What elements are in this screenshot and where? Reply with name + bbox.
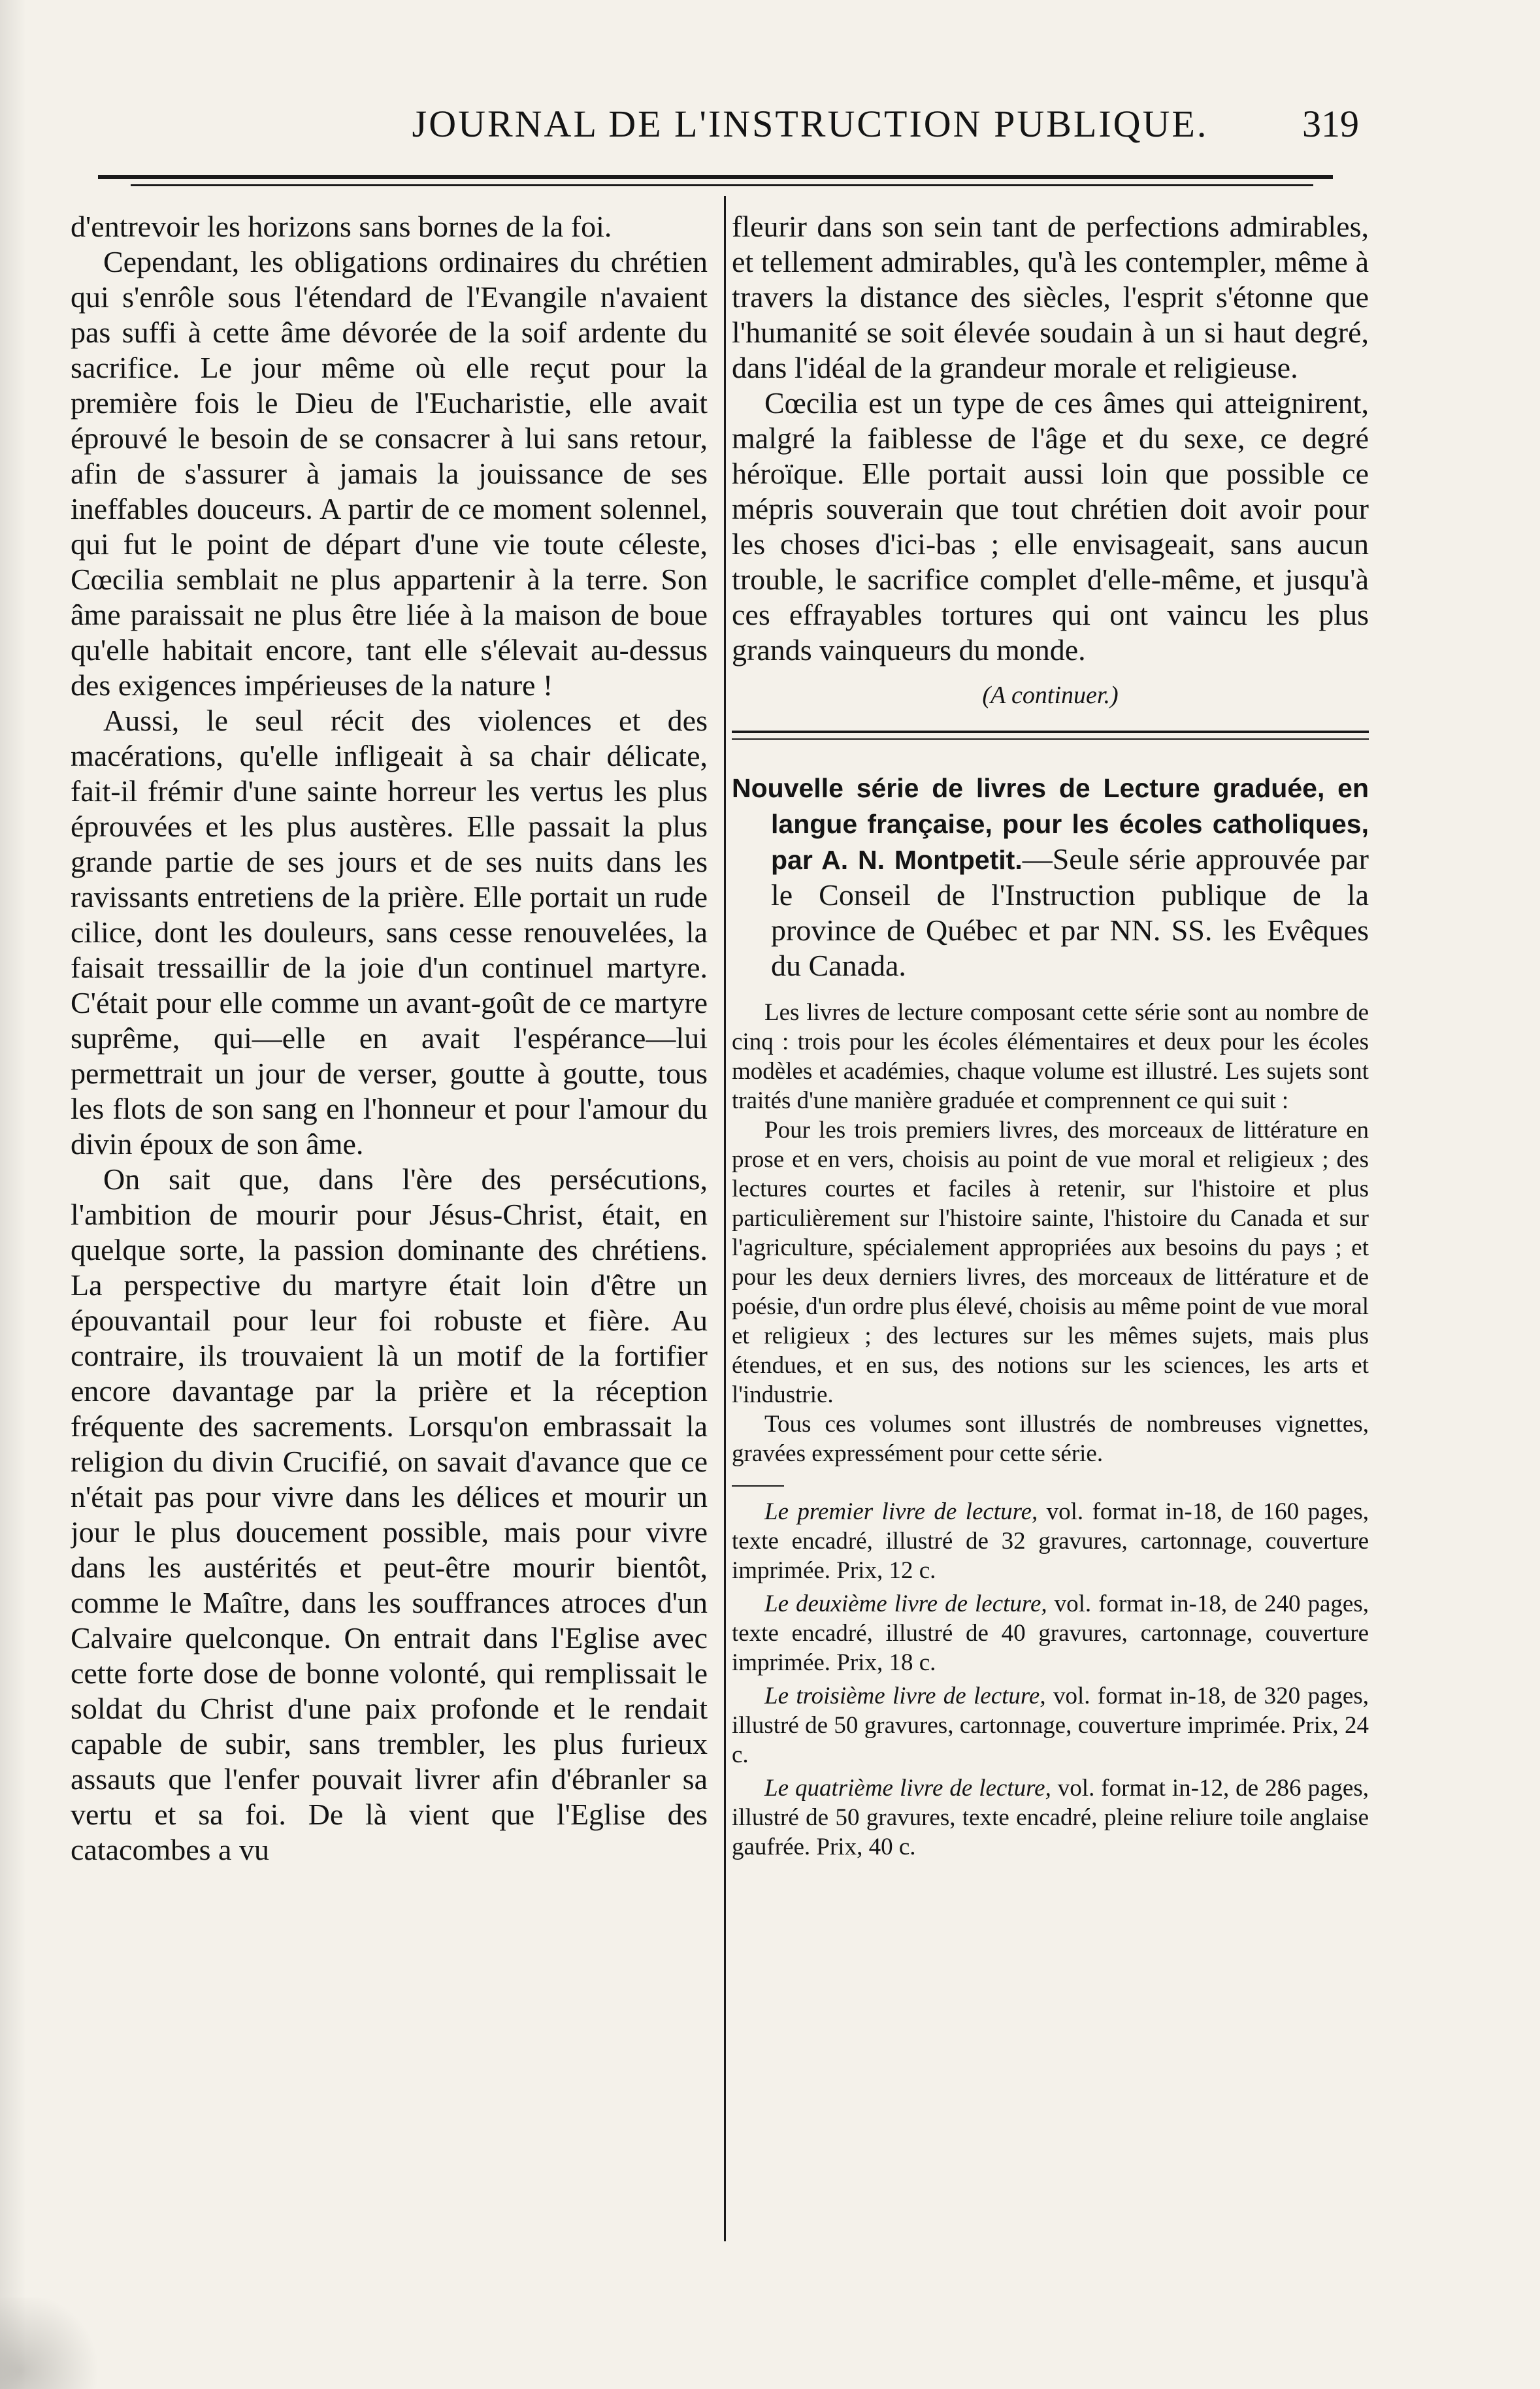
paragraph: fleurir dans son sein tant de perfections admirables, et tellement admirables, qu'à les contempler, même à travers la distance des siècles, l'esprit s'étonne que l'humanité se soit élevée soudain à un si haut degré, dans l'idéal de la grandeur morale et religieuse.	[732, 210, 1369, 384]
header-rule-thin	[131, 184, 1313, 186]
paragraph: Les livres de lecture composant cette série sont au nombre de cinq : trois pour les écoles élémentaires et deux pour les écoles modèles et académies, chaque volume est illustré. Les sujets sont traités d'une manière graduée et comprennent ce qui suit :	[732, 999, 1369, 1114]
left-column	[71, 209, 708, 2248]
book-details: vol. format in-18, de 320 pages, illustré de 50 gravures, cartonnage, couverture imprimée. Prix, 24 c.	[732, 1683, 1369, 1768]
article-continuation	[732, 209, 1369, 711]
paragraph: Aussi, le seul récit des violences et des macérations, qu'elle infligeait à sa chair délicate, fait-il frémir d'une sainte horreur les vertus les plus éprouvées et les plus austères. Elle passait la plus grande partie de ses jours et de ses nuits dans les ravissants entretiens de la prière. Elle portait un rude cilice, dont les douleurs, sans cesse renouvelées, la faisait tressaillir de la joie d'un continuel martyre. C'était pour elle comme un avant-goût de ce martyre suprême, qui—elle en avait l'espérance—lui permettrait un jour de verser, goutte à goutte, tous les flots de son sang en l'honneur et pour l'amour du divin époux de son âme.	[71, 704, 708, 1161]
header-rule-thick	[98, 175, 1333, 179]
notice-body	[732, 998, 1369, 1468]
book-title: Le premier livre de lecture,	[764, 1498, 1038, 1525]
running-head	[72, 91, 1379, 157]
book-details: vol. format in-18, de 160 pages, texte encadré, illustré de 32 gravures, cartonnage, couverture imprimée. Prix, 12 c.	[732, 1498, 1369, 1584]
book-title: Le deuxième livre de lecture,	[764, 1590, 1047, 1617]
column-divider	[724, 196, 726, 2241]
book-title: Le troisième livre de lecture,	[764, 1683, 1046, 1709]
paragraph: On sait que, dans l'ère des persécutions, l'ambition de mourir pour Jésus-Christ, était, en quelque sorte, la passion dominante des chrétiens. La perspective du martyre était loin d'être un épouvantail pour leur foi robuste et fière. Au contraire, ils trouvaient là un motif de la fortifier encore davantage par la prière et la réception fréquente des sacrements. Lorsqu'on embrassait la religion du divin Crucifié, on savait d'avance que ce n'était pas pour vivre dans les délices et mourir un jour le plus doucement possible, mais pour vivre dans les austérités et peut-être mourir bientôt, comme le Maître, dans les souffrances atroces d'un Calvaire quelconque. On entrait dans l'Eglise avec cette forte dose de bonne volonté, qui remplissait le soldat du Christ d'une paix profonde et le rendait capable de subir, sans trembler, les plus furieux assauts que l'enfer pouvait livrer afin d'ébranler sa vertu et sa foi. De là vient que l'Eglise des catacombes a vu	[71, 1162, 708, 1866]
notice-headline-rest: —Seule série approuvée par le Conseil de l'Instruction publique de la province de Québec et par NN. SS. les Evêques du Canada.	[771, 842, 1369, 982]
paper-stain	[0, 2298, 105, 2389]
book-entry	[732, 1681, 1369, 1770]
journal-title: JOURNAL DE L'INSTRUCTION PUBLIQUE.	[412, 103, 1209, 145]
paragraph: Pour les trois premiers livres, des morceaux de littérature en prose et en vers, choisis au point de vue moral et religieux ; des lectures courtes et faciles à retenir, sur l'histoire et plus particulièrement sur l'histoire sainte, l'histoire du Canada et sur l'agriculture, spécialement appropriées aux besoins du pays ; et pour les deux derniers livres, des morceaux de littérature et de poésie, d'un ordre plus élevé, choisis au même point de vue moral et religieux ; des lectures sur les mêmes sujets, mais plus étendues, et en sus, des notions sur les sciences, les arts et l'industrie.	[732, 1117, 1369, 1408]
book-details: vol. format in-12, de 286 pages, illustré de 50 gravures, texte encadré, pleine reliure toile anglaise gaufrée. Prix, 40 c.	[732, 1775, 1369, 1860]
page-number: 319	[1302, 103, 1359, 145]
book-details: vol. format in-18, de 240 pages, texte encadré, illustré de 40 gravures, cartonnage, couverture imprimée. Prix, 18 c.	[732, 1590, 1369, 1676]
book-entry	[732, 1589, 1369, 1677]
book-list	[732, 1497, 1369, 1862]
to-be-continued-note: (A continuer.)	[982, 682, 1119, 709]
notice-headline	[732, 770, 1369, 983]
book-entry	[732, 1773, 1369, 1862]
paragraph: Cœcilia est un type de ces âmes qui atteignirent, malgré la faiblesse de l'âge et du sexe, ce degré héroïque. Elle portait aussi loin que possible ce mépris souverain que tout chrétien doit avoir pour les choses d'ici-bas ; elle envisageait, sans aucun trouble, le sacrifice complet d'elle-même, et jusqu'à ces effrayables tortures qui ont vaincu les plus grands vainqueurs du monde.	[732, 386, 1369, 667]
paragraph: Tous ces volumes sont illustrés de nombreuses vignettes, gravées expressément pour cette série.	[732, 1411, 1369, 1467]
book-list-rule	[732, 1485, 784, 1487]
page-edge-shadow	[0, 0, 26, 2389]
right-column	[732, 209, 1369, 2248]
paragraph: d'entrevoir les horizons sans bornes de la foi.	[71, 210, 612, 243]
book-entry	[732, 1497, 1369, 1585]
notice-headline-bold: Nouvelle série de livres de Lecture graduée, en langue française, pour les écoles catholiques, par A. N. Montpetit.	[732, 773, 1369, 875]
section-separator	[732, 724, 1369, 754]
book-title: Le quatrième livre de lecture,	[764, 1775, 1051, 1802]
paragraph: Cependant, les obligations ordinaires du chrétien qui s'enrôle sous l'étendard de l'Evangile n'avaient pas suffi à cette âme dévorée de la soif ardente du sacrifice. Le jour même où elle reçut pour la première fois le Dieu de l'Eucharistie, elle avait éprouvé le besoin de se consacrer à lui sans retour, afin de s'assurer à jamais la jouissance de ses ineffables douceurs. A partir de ce moment solennel, qui fut le point de départ d'une vie toute céleste, Cœcilia semblait ne plus appartenir à la terre. Son âme paraissait ne plus être liée à la maison de boue qu'elle habitait encore, tant elle s'élevait au-dessus des exigences impérieuses de la nature !	[71, 245, 708, 702]
